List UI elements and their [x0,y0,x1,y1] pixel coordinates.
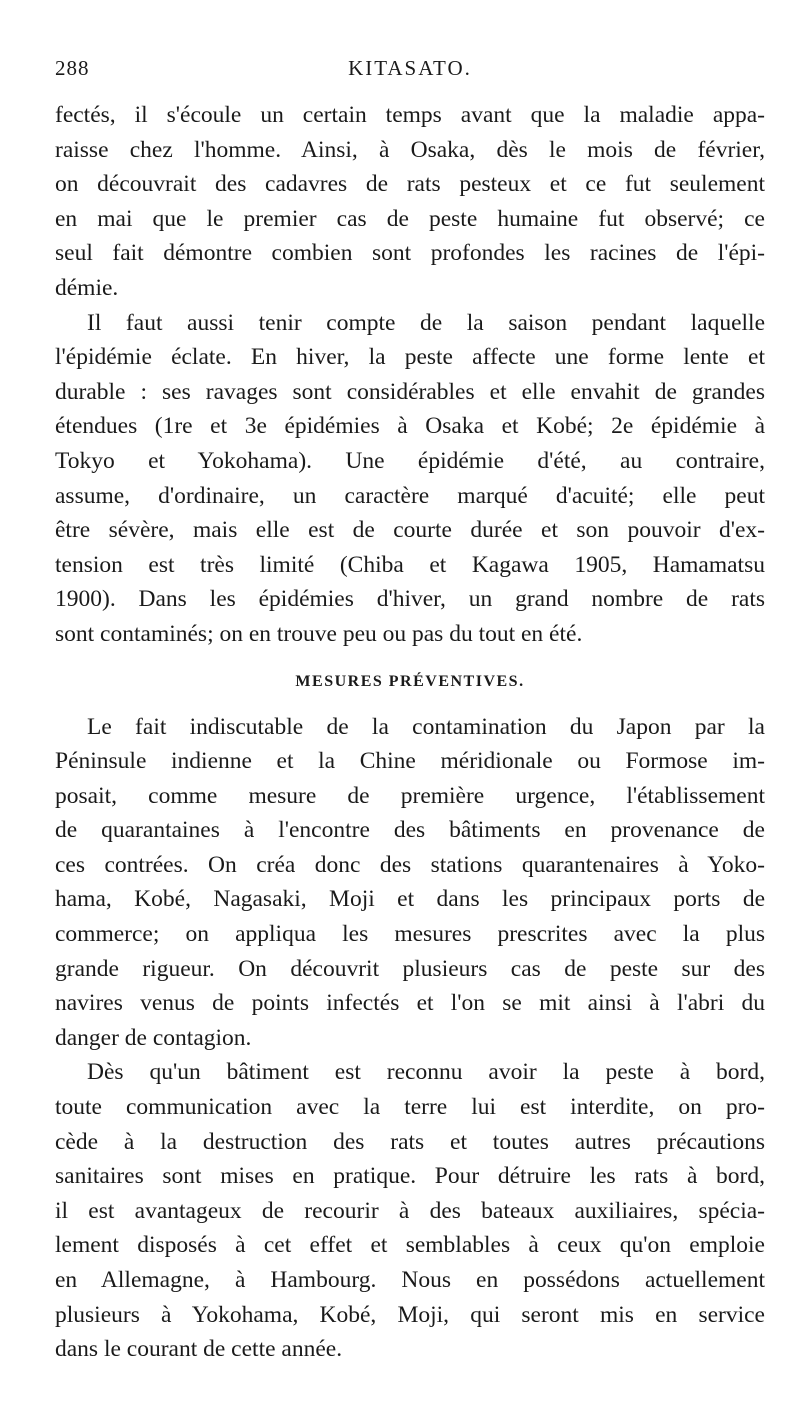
text-line: 1900). Dans les épidémies d'hiver, un grand nombre de rats [55,586,765,613]
text-line: cède à la destruction des rats et toutes autres précautions [55,1128,765,1155]
text-line: en Allemagne, à Hambourg. Nous en possédons actuellement [55,1267,765,1293]
text-line: toute communication avec la terre lui est interdite, on pro- [55,1094,765,1121]
paragraph [55,306,765,652]
text-line: de quarantaines à l'encontre des bâtiments en provenance de [55,817,765,844]
text-line: lement disposés à cet effet et semblables à ceux qu'on emploie [55,1232,765,1259]
text-line: posait, comme mesure de première urgence, l'établissement [55,782,765,809]
text-line: fectés, il s'écoule un certain temps avant que la maladie appa- [55,102,765,128]
text-line: être sévère, mais elle est de courte durée et son pouvoir d'ex- [55,517,765,544]
text-line: l'épidémie éclate. En hiver, la peste affecte une forme lente et [55,344,765,371]
text-line: Il faut aussi tenir compte de la saison pendant laquelle [87,309,765,336]
document-page [55,40,765,1367]
text-line: seul fait démontre combien sont profondes les racines de l'épi- [55,240,765,267]
text-line: sont contaminés; on en trouve peu ou pas du tout en été. [55,620,583,647]
text-line: démie. [55,274,119,301]
body-text [55,98,765,1367]
paragraph [55,710,765,1056]
text-line: en mai que le premier cas de peste humaine fut observé; ce [55,205,765,232]
running-head: KITASATO. [348,56,472,80]
text-line: Tokyo et Yokohama). Une épidémie d'été, au contraire, [55,447,765,474]
paragraph [55,98,765,306]
text-line: Péninsule indienne et la Chine méridionale ou Formose im- [55,748,765,775]
text-line: hama, Kobé, Nagasaki, Moji et dans les principaux ports de [55,886,765,913]
text-line: assume, d'ordinaire, un caractère marqué d'acuité; elle peut [55,482,765,509]
text-line: Dès qu'un bâtiment est reconnu avoir la peste à bord, [87,1059,765,1086]
text-line: danger de contagion. [55,1024,252,1051]
text-line: ces contrées. On créa donc des stations quarantenaires à Yoko- [55,851,765,878]
text-line: durable : ses ravages sont considérables et elle envahit de grandes [55,378,765,405]
section-intro [55,98,765,652]
text-line: dans le courant de cette année. [55,1336,343,1363]
text-line: étendues (1re et 3e épidémies à Osaka et Kobé; 2e épidémie à [55,413,765,440]
text-line: Le fait indiscutable de la contamination du Japon par la [87,713,765,740]
text-line: grande rigueur. On découvrit plusieurs cas de peste sur des [55,955,765,982]
text-line: raisse chez l'homme. Ainsi, à Osaka, dès le mois de février, [55,136,765,163]
text-line: il est avantageux de recourir à des bateaux auxiliaires, spécia- [55,1197,765,1224]
section-preventive-measures [55,710,765,1367]
paragraph [55,1055,765,1366]
text-line: commerce; on appliqua les mesures prescrites avec la plus [55,921,765,948]
text-line: navires venus de points infectés et l'on se mit ainsi à l'abri du [55,990,765,1017]
text-line: sanitaires sont mises en pratique. Pour détruire les rats à bord, [55,1163,765,1190]
page-header [55,40,765,80]
section-heading: MESURES PRÉVENTIVES. [295,672,525,690]
text-line: on découvrait des cadavres de rats pesteux et ce fut seulement [55,171,765,198]
text-line: tension est très limité (Chiba et Kagawa 1905, Hamamatsu [55,551,765,578]
text-line: plusieurs à Yokohama, Kobé, Moji, qui seront mis en service [55,1301,765,1328]
page-number: 288 [55,56,90,80]
